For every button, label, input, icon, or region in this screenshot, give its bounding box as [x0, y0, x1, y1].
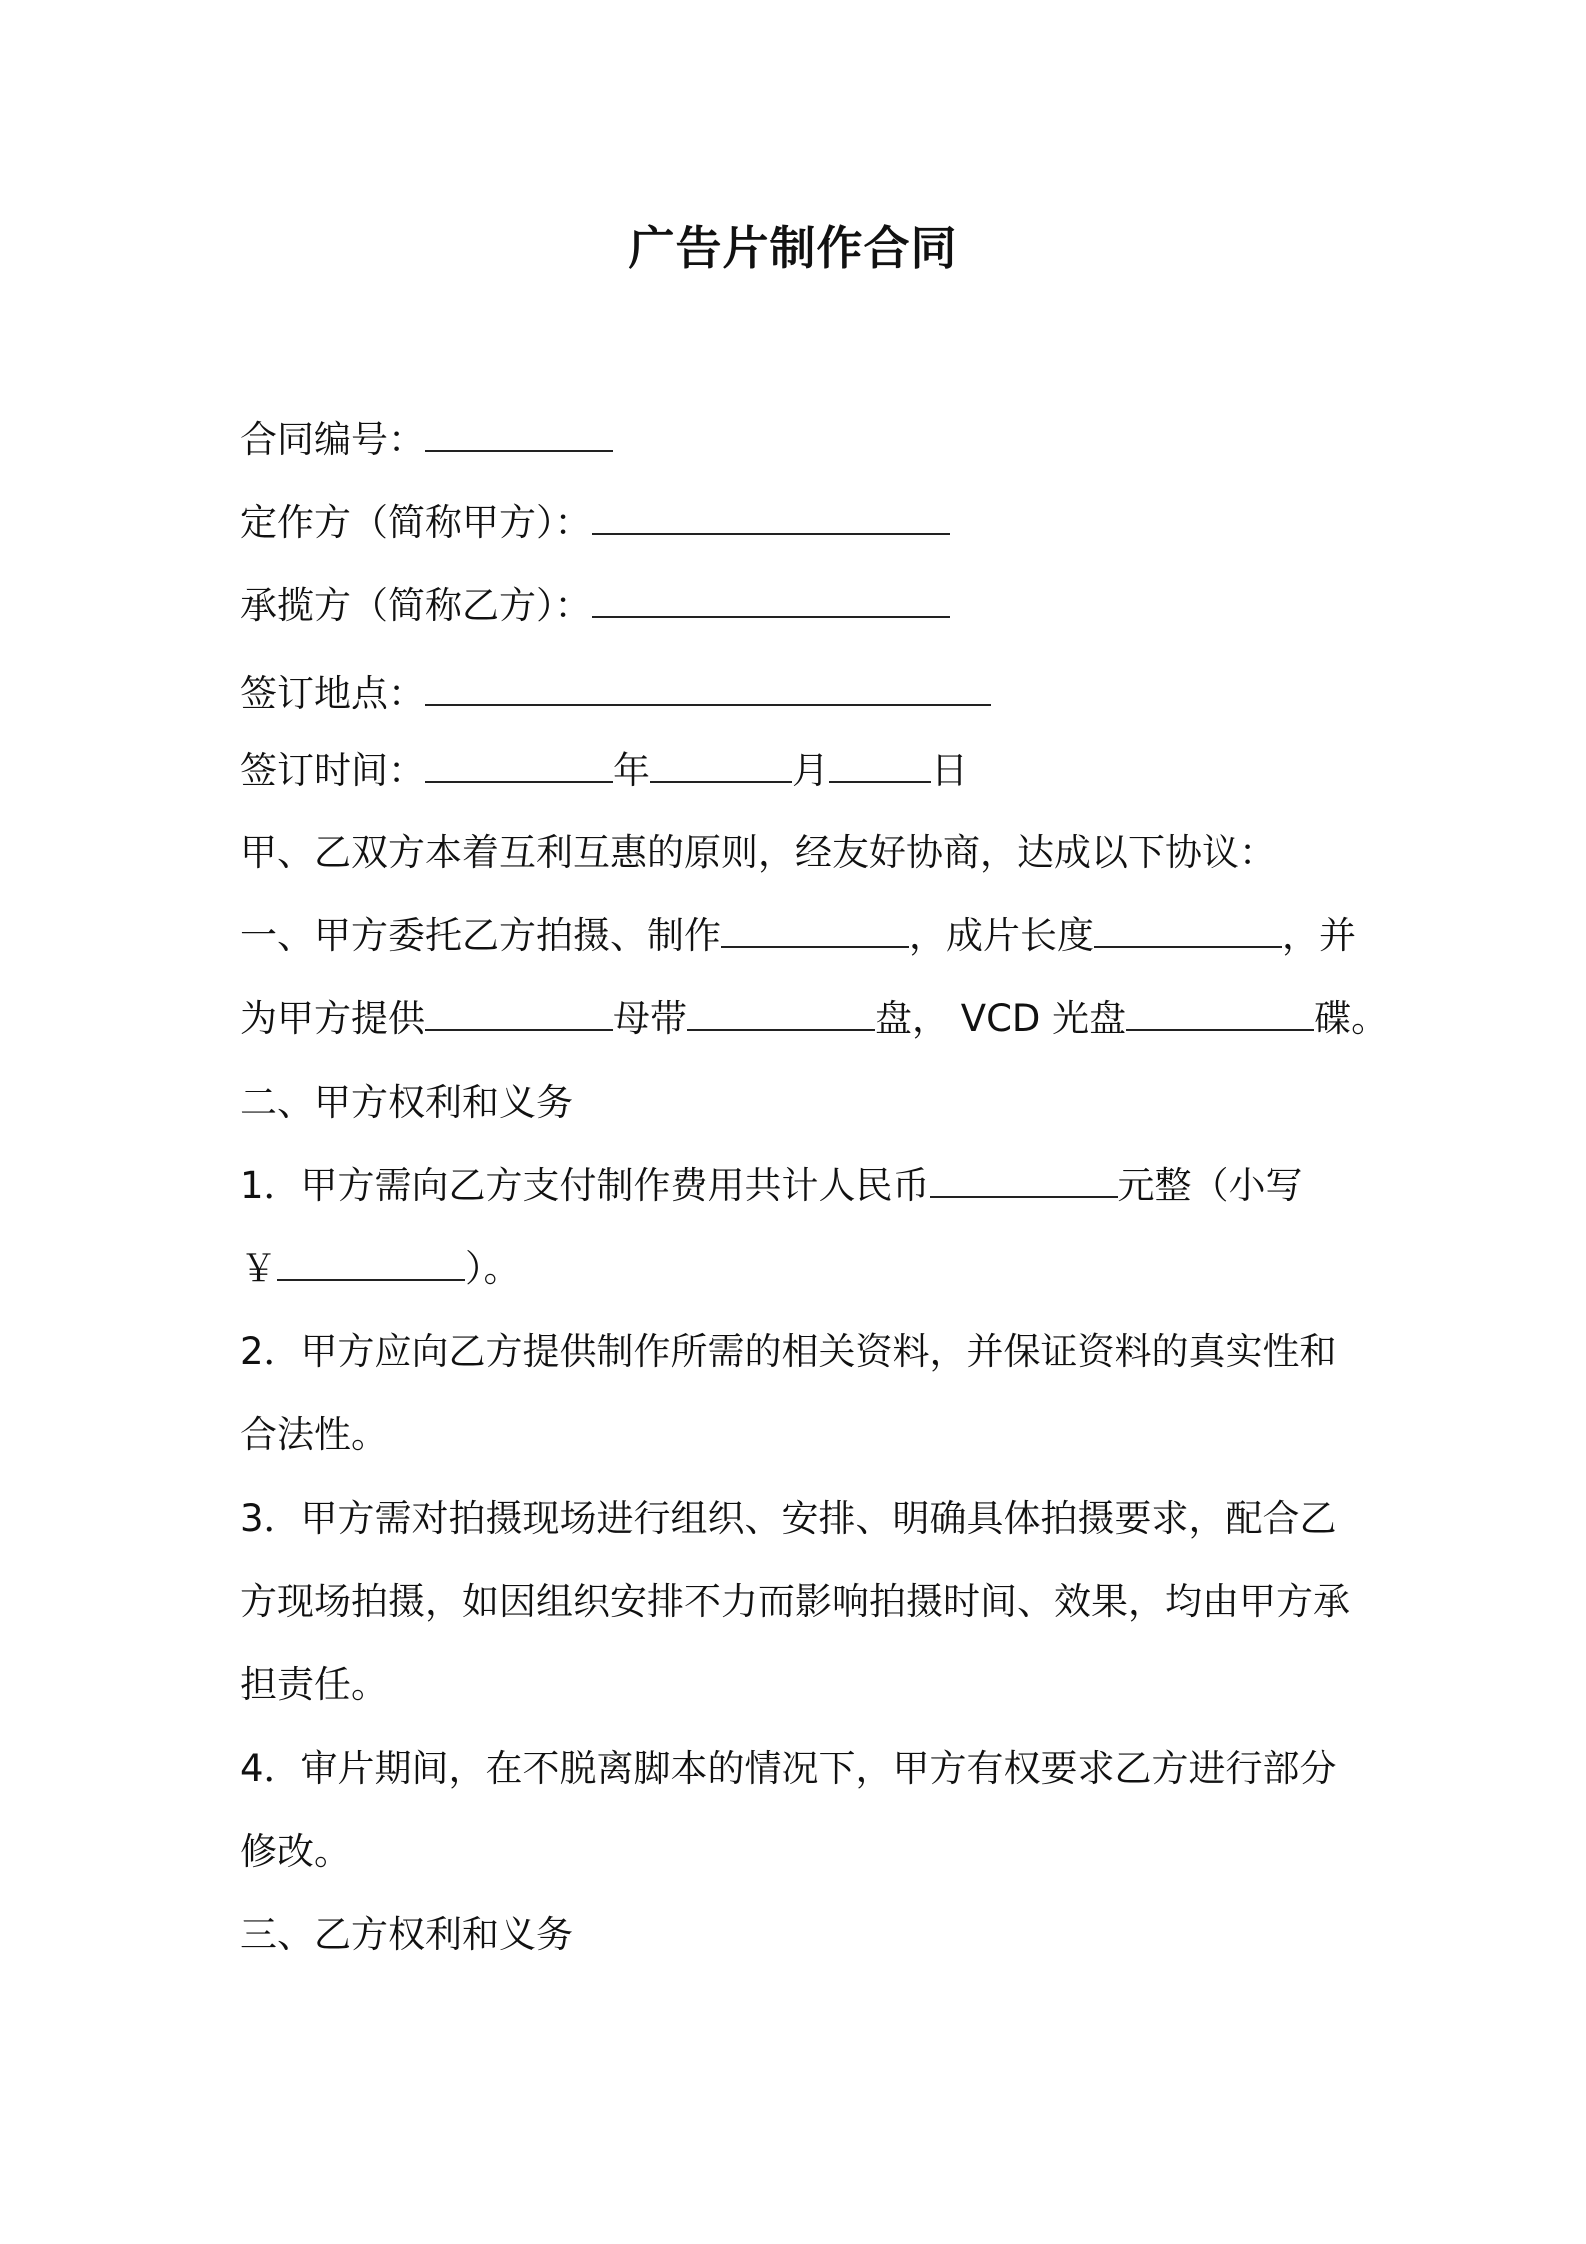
- item-3-line-2: 方现场拍摄，如因组织安排不力而影响拍摄时间、效果，均由甲方承: [240, 1580, 1350, 1623]
- signing-time-label: 签订时间：: [240, 749, 425, 792]
- item-1-line-1: [240, 1161, 1303, 1211]
- item-3-line-3: 担责任。: [240, 1663, 388, 1706]
- section-2-heading: 二、甲方权利和义务: [240, 1081, 573, 1124]
- fee-blank[interactable]: [930, 1162, 1118, 1198]
- item-4-line-1: 4．审片期间，在不脱离脚本的情况下，甲方有权要求乙方进行部分: [240, 1747, 1337, 1790]
- master-tape-label: 母带: [613, 997, 687, 1040]
- section-1-and: ，并: [1282, 914, 1356, 957]
- length-label: ，成片长度: [909, 914, 1094, 957]
- year-blank[interactable]: [425, 747, 613, 783]
- signing-place-blank[interactable]: [425, 670, 991, 706]
- party-a-line: [240, 498, 950, 548]
- item-3-line-1: 3．甲方需对拍摄现场进行组织、安排、明确具体拍摄要求，配合乙: [240, 1497, 1337, 1540]
- yuan-sign: ￥: [240, 1247, 277, 1290]
- provide-blank[interactable]: [425, 995, 613, 1031]
- disc-label: 碟。: [1314, 997, 1389, 1040]
- document-title: 广告片制作合同: [628, 221, 958, 275]
- party-b-blank[interactable]: [592, 582, 950, 618]
- party-a-blank[interactable]: [592, 499, 950, 535]
- item-1-line-2: [240, 1244, 521, 1294]
- day-blank[interactable]: [829, 747, 931, 783]
- ad-name-blank[interactable]: [721, 912, 909, 948]
- section-1-line-2: [240, 994, 1388, 1044]
- signing-place-label: 签订地点：: [240, 672, 425, 715]
- vcd-label: VCD 光盘: [960, 997, 1127, 1040]
- length-blank[interactable]: [1094, 912, 1282, 948]
- contract-number-line: [240, 415, 613, 465]
- month-blank[interactable]: [650, 747, 792, 783]
- section-1-text: 一、甲方委托乙方拍摄、制作: [240, 914, 721, 957]
- party-a-label: 定作方（简称甲方）：: [240, 501, 592, 544]
- year-label: 年: [613, 749, 650, 792]
- section-3-heading: 三、乙方权利和义务: [240, 1913, 573, 1956]
- reel-label: 盘，: [875, 997, 949, 1040]
- day-label: 日: [931, 749, 968, 792]
- item-2-line-1: 2．甲方应向乙方提供制作所需的相关资料，并保证资料的真实性和: [240, 1330, 1337, 1373]
- contract-number-blank[interactable]: [425, 416, 613, 452]
- item-4-line-2: 修改。: [240, 1830, 351, 1873]
- party-b-label: 承揽方（简称乙方）：: [240, 584, 592, 627]
- contract-number-label: 合同编号：: [240, 418, 425, 461]
- signing-time-line: [240, 746, 968, 796]
- party-b-line: [240, 581, 950, 631]
- item-2-line-2: 合法性。: [240, 1413, 388, 1456]
- provide-label: 为甲方提供: [240, 997, 425, 1040]
- fee-unit-label: 元整（小写: [1117, 1164, 1303, 1207]
- item-1-close: ）。: [465, 1247, 521, 1290]
- fee-figure-blank[interactable]: [277, 1245, 465, 1281]
- vcd-blank[interactable]: [1126, 995, 1314, 1031]
- intro-paragraph: 甲、乙双方本着互利互惠的原则，经友好协商，达成以下协议：: [240, 831, 1276, 874]
- signing-place-line: [240, 669, 991, 719]
- master-tape-blank[interactable]: [687, 995, 875, 1031]
- section-1-line-1: [240, 911, 1356, 961]
- month-label: 月: [792, 749, 829, 792]
- item-1-text: 1．甲方需向乙方支付制作费用共计人民币: [240, 1164, 930, 1207]
